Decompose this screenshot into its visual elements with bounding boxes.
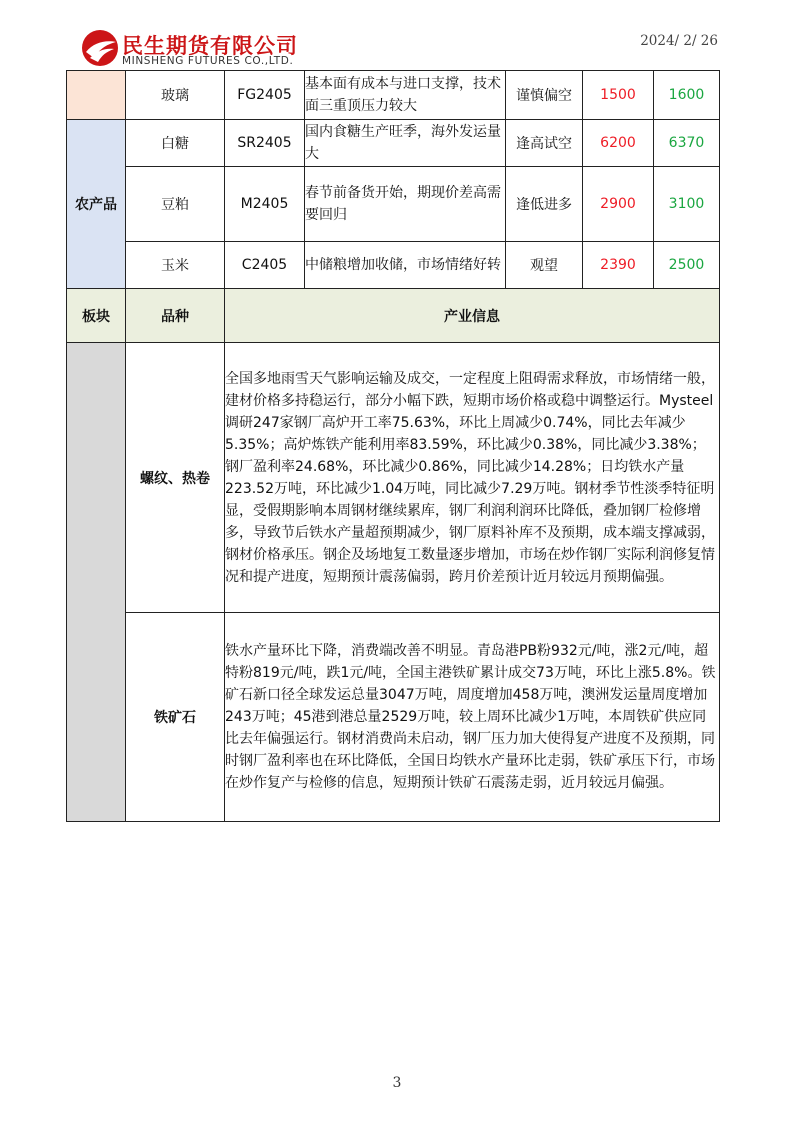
industry-info-text: 铁水产量环比下降，消费端改善不明显。青岛港PB粉932元/吨，涨2元/吨，超特粉819元/吨，跌1元/吨，全国主港铁矿累计成交73万吨，环比上涨5.8%。铁矿石新口径全球发运总量3047万吨，周度增加458万吨，澳洲发运量周度增加243万吨；45港到港总量2529万吨，较上周环比减少1万吨，本周铁矿供应同比去年偏强运行。钢材消费尚未启动，钢厂压力加大使得复产进度不及预期，同时钢厂盈利率也在环比降低，全国日均铁水产量环比走弱，铁矿承压下行，市场在炒作复产与检修的信息，短期预计铁矿石震荡走弱，近月较远月偏强。 <box>225 613 720 822</box>
description-cell: 春节前备货开始，期现价差高需要回归 <box>305 167 506 242</box>
table-row <box>67 71 720 120</box>
variety-cell: 玻璃 <box>126 71 225 120</box>
resistance-price-cell: 6370 <box>654 120 720 167</box>
resistance-price-cell: 3100 <box>654 167 720 242</box>
resistance-price-cell: 1600 <box>654 71 720 120</box>
minsheng-logo-icon <box>80 28 120 68</box>
page-header <box>0 0 794 72</box>
contract-code-cell: M2405 <box>225 167 305 242</box>
sector-cell-agri: 农产品 <box>67 120 126 289</box>
page-number: 3 <box>392 1075 402 1091</box>
strategy-cell: 逢高试空 <box>506 120 583 167</box>
header-variety: 品种 <box>126 289 225 343</box>
info-row <box>67 343 720 613</box>
contract-code-cell: SR2405 <box>225 120 305 167</box>
header-industry-info: 产业信息 <box>225 289 720 343</box>
table-row <box>67 242 720 289</box>
contract-code-cell: FG2405 <box>225 71 305 120</box>
industry-info-text: 全国多地雨雪天气影响运输及成交，一定程度上阻碍需求释放，市场情绪一般，建材价格多持稳运行，部分小幅下跌，短期市场价格或稳中调整运行。Mysteel调研247家钢厂高炉开工率75.63%，环比上周减少0.74%，同比去年减少5.35%；高炉炼铁产能利用率83.59%，环比减少0.38%，同比减少3.38%；钢厂盈利率24.68%，环比减少0.86%，同比减少14.28%；日均铁水产量223.52万吨，环比减少1.04万吨，同比减少7.29万吨。钢材季节性淡季特征明显，受假期影响本周钢材继续累库，钢厂利润利润环比降低，叠加钢厂检修增多，导致节后铁水产量超预期减少，钢厂原料补库不及预期，成本端支撑减弱，钢材价格承压。钢企及场地复工数量逐步增加，市场在炒作钢厂实际利润修复情况和提产进度，短期预计震荡偏弱，跨月价差预计近月较远月预期偏强。 <box>225 343 720 613</box>
table-row <box>67 167 720 242</box>
support-price-cell: 2390 <box>583 242 654 289</box>
report-date: 2024/ 2/ 26 <box>640 33 718 49</box>
contract-code-cell: C2405 <box>225 242 305 289</box>
support-price-cell: 2900 <box>583 167 654 242</box>
description-cell: 中储粮增加收储，市场情绪好转 <box>305 242 506 289</box>
table-row <box>67 120 720 167</box>
info-variety-cell: 螺纹、热卷 <box>126 343 225 613</box>
strategy-cell: 观望 <box>506 242 583 289</box>
description-cell: 基本面有成本与进口支撑，技术面三重顶压力较大 <box>305 71 506 120</box>
info-variety-cell: 铁矿石 <box>126 613 225 822</box>
strategy-cell: 逢低进多 <box>506 167 583 242</box>
variety-cell: 白糖 <box>126 120 225 167</box>
header-sector: 板块 <box>67 289 126 343</box>
strategy-cell: 谨慎偏空 <box>506 71 583 120</box>
info-row <box>67 613 720 822</box>
support-price-cell: 1500 <box>583 71 654 120</box>
resistance-price-cell: 2500 <box>654 242 720 289</box>
info-header-row <box>67 289 720 343</box>
support-price-cell: 6200 <box>583 120 654 167</box>
sector-cell-black <box>67 343 126 822</box>
company-name-cn: 民生期货有限公司 <box>122 34 298 58</box>
description-cell: 国内食糖生产旺季，海外发运量大 <box>305 120 506 167</box>
variety-cell: 豆粕 <box>126 167 225 242</box>
report-table <box>66 70 720 822</box>
sector-cell-empty <box>67 71 126 120</box>
company-name-en: MINSHENG FUTURES CO.,LTD. <box>122 55 294 67</box>
variety-cell: 玉米 <box>126 242 225 289</box>
